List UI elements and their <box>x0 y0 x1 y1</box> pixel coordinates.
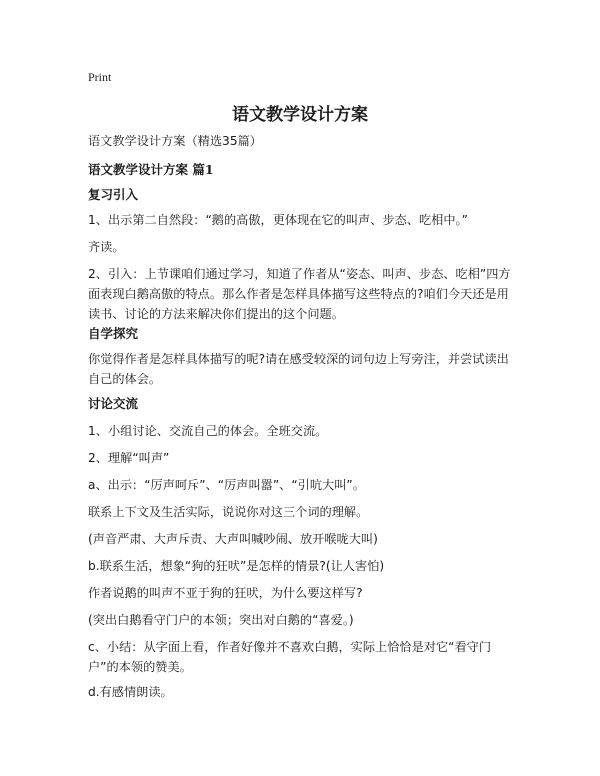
paragraph: a、出示：“厉声呵斥”、“厉声叫嚣”、“引吭大叫”。 <box>88 478 365 492</box>
paragraph: 2、引入：上节课咱们通过学习，知道了作者从“姿态、叫声、步态、吃相”四方面表现白鹅高傲的特点。那么作者是怎样具体描写这些特点的?咱们今天还是用读书、讨论的方法来解决你们提出的这个问题。 <box>88 267 511 321</box>
doc-subtitle: 语文教学设计方案（精选35篇） <box>88 134 262 148</box>
heading-self-study: 自学探究 <box>88 326 139 341</box>
paragraph: 齐读。 <box>88 240 125 254</box>
paragraph: 1、小组讨论、交流自己的体会。全班交流。 <box>88 424 328 438</box>
heading-review: 复习引入 <box>88 187 139 202</box>
paragraph: b.联系生活，想象“狗的狂吠”是怎样的情景?(让人害怕) <box>88 559 385 573</box>
paragraph: c、小结：从字面上看，作者好像并不喜欢白鹅，实际上恰恰是对它“看守门户”的本领的赞美。 <box>88 640 492 674</box>
paragraph: 你觉得作者是怎样具体描写的呢?请在感受较深的词句边上写旁注，并尝试读出自己的体会。 <box>88 352 509 386</box>
paragraph: 作者说鹅的叫声不亚于狗的狂吠，为什么要这样写? <box>88 586 363 600</box>
paragraph: d.有感情朗读。 <box>88 685 173 699</box>
paragraph: 2、理解“叫声” <box>88 451 170 465</box>
paragraph: (突出白鹅看守门户的本领；突出对白鹅的“喜爱。) <box>88 613 354 627</box>
paragraph: 联系上下文及生活实际，说说你对这三个词的理解。 <box>88 505 369 519</box>
print-label[interactable]: Print <box>88 70 112 84</box>
paragraph: 1、出示第二自然段：“鹅的高傲，更体现在它的叫声、步态、吃相中。” <box>88 213 468 227</box>
paragraph: (声音严肃、大声斥责、大声叫喊吵闹、放开喉咙大叫) <box>88 532 378 546</box>
section-title: 语文教学设计方案 篇1 <box>88 162 214 177</box>
heading-discussion: 讨论交流 <box>88 396 139 411</box>
page-title: 语文教学设计方案 <box>232 105 368 125</box>
